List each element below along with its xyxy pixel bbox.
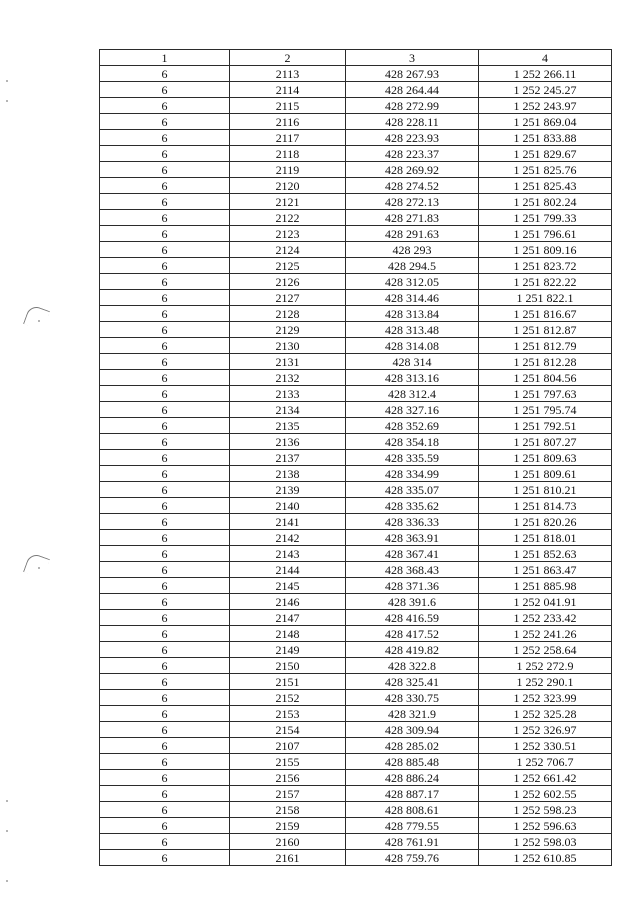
cell-coord-x: 428 285.02 [346,738,479,754]
cell-zone: 6 [100,98,230,114]
cell-point-number: 2141 [230,514,346,530]
cell-coord-x: 428 325.41 [346,674,479,690]
cell-point-number: 2151 [230,674,346,690]
cell-zone: 6 [100,546,230,562]
cell-coord-x: 428 417.52 [346,626,479,642]
cell-point-number: 2147 [230,610,346,626]
cell-coord-x: 428 291.63 [346,226,479,242]
table-row [100,418,612,434]
cell-zone: 6 [100,130,230,146]
cell-coord-x: 428 294.5 [346,258,479,274]
cell-point-number: 2152 [230,690,346,706]
cell-coord-y: 1 251 814.73 [479,498,612,514]
cell-zone: 6 [100,754,230,770]
cell-coord-y: 1 251 869.04 [479,114,612,130]
table-row [100,162,612,178]
cell-zone: 6 [100,354,230,370]
margin-dot [38,567,40,569]
cell-coord-y: 1 252 598.23 [479,802,612,818]
cell-zone: 6 [100,850,230,866]
table-row [100,482,612,498]
table-row [100,82,612,98]
cell-coord-y: 1 251 804.56 [479,370,612,386]
cell-coord-y: 1 251 812.28 [479,354,612,370]
cell-zone: 6 [100,514,230,530]
cell-coord-x: 428 293 [346,242,479,258]
cell-zone: 6 [100,274,230,290]
cell-coord-x: 428 352.69 [346,418,479,434]
cell-zone: 6 [100,194,230,210]
cell-point-number: 2136 [230,434,346,450]
margin-dot [6,80,8,82]
cell-zone: 6 [100,738,230,754]
cell-coord-x: 428 267.93 [346,66,479,82]
cell-zone: 6 [100,306,230,322]
cell-coord-x: 428 367.41 [346,546,479,562]
cell-zone: 6 [100,226,230,242]
cell-coord-x: 428 312.05 [346,274,479,290]
table-row [100,386,612,402]
cell-zone: 6 [100,290,230,306]
cell-coord-x: 428 314.08 [346,338,479,354]
table-row [100,738,612,754]
table-row [100,114,612,130]
cell-point-number: 2145 [230,578,346,594]
table-row [100,258,612,274]
cell-point-number: 2113 [230,66,346,82]
cell-zone: 6 [100,594,230,610]
table-row [100,434,612,450]
cell-coord-y: 1 251 809.61 [479,466,612,482]
cell-coord-x: 428 779.55 [346,818,479,834]
cell-coord-x: 428 272.13 [346,194,479,210]
cell-point-number: 2158 [230,802,346,818]
cell-coord-y: 1 252 266.11 [479,66,612,82]
cell-coord-x: 428 354.18 [346,434,479,450]
table-row [100,802,612,818]
cell-zone: 6 [100,210,230,226]
table-row [100,98,612,114]
cell-point-number: 2135 [230,418,346,434]
cell-coord-x: 428 312.4 [346,386,479,402]
cell-zone: 6 [100,658,230,674]
cell-point-number: 2150 [230,658,346,674]
table-row [100,626,612,642]
cell-coord-y: 1 252 245.27 [479,82,612,98]
cell-coord-x: 428 313.48 [346,322,479,338]
cell-zone: 6 [100,834,230,850]
cell-zone: 6 [100,450,230,466]
cell-coord-x: 428 886.24 [346,770,479,786]
cell-zone: 6 [100,706,230,722]
cell-coord-y: 1 252 326.97 [479,722,612,738]
cell-zone: 6 [100,530,230,546]
cell-point-number: 2121 [230,194,346,210]
table-row [100,354,612,370]
cell-point-number: 2161 [230,850,346,866]
cell-coord-y: 1 252 330.51 [479,738,612,754]
table-row [100,530,612,546]
cell-coord-x: 428 419.82 [346,642,479,658]
cell-coord-y: 1 251 823.72 [479,258,612,274]
table-row [100,178,612,194]
cell-coord-y: 1 251 818.01 [479,530,612,546]
cell-zone: 6 [100,786,230,802]
cell-coord-x: 428 272.99 [346,98,479,114]
cell-coord-x: 428 335.07 [346,482,479,498]
cell-zone: 6 [100,386,230,402]
cell-zone: 6 [100,562,230,578]
cell-coord-x: 428 271.83 [346,210,479,226]
cell-zone: 6 [100,66,230,82]
cell-point-number: 2120 [230,178,346,194]
header-cell-col4: 4 [479,50,612,66]
table-row [100,850,612,866]
punch-hole-mark [23,304,50,331]
cell-point-number: 2129 [230,322,346,338]
cell-zone: 6 [100,802,230,818]
table-row [100,370,612,386]
cell-point-number: 2126 [230,274,346,290]
table-row [100,322,612,338]
table-row [100,834,612,850]
cell-coord-y: 1 251 802.24 [479,194,612,210]
cell-coord-x: 428 314.46 [346,290,479,306]
cell-point-number: 2148 [230,626,346,642]
table-row [100,786,612,802]
cell-point-number: 2118 [230,146,346,162]
cell-coord-x: 428 335.62 [346,498,479,514]
cell-point-number: 2115 [230,98,346,114]
cell-zone: 6 [100,146,230,162]
cell-coord-x: 428 223.37 [346,146,479,162]
cell-zone: 6 [100,770,230,786]
table-row [100,594,612,610]
punch-hole-mark [23,552,50,579]
table-row [100,690,612,706]
table-row [100,610,612,626]
cell-coord-y: 1 251 809.63 [479,450,612,466]
header-cell-col2: 2 [230,50,346,66]
cell-point-number: 2132 [230,370,346,386]
cell-zone: 6 [100,610,230,626]
margin-dot [6,800,8,802]
cell-coord-y: 1 252 272.9 [479,658,612,674]
cell-coord-x: 428 264.44 [346,82,479,98]
header-cell-col3: 3 [346,50,479,66]
cell-coord-x: 428 335.59 [346,450,479,466]
cell-coord-x: 428 321.9 [346,706,479,722]
cell-coord-y: 1 252 041.91 [479,594,612,610]
cell-point-number: 2139 [230,482,346,498]
cell-coord-y: 1 251 792.51 [479,418,612,434]
cell-coord-x: 428 313.16 [346,370,479,386]
cell-coord-y: 1 251 809.16 [479,242,612,258]
cell-coord-y: 1 252 241.26 [479,626,612,642]
cell-zone: 6 [100,578,230,594]
cell-zone: 6 [100,818,230,834]
cell-coord-x: 428 309.94 [346,722,479,738]
table-row [100,306,612,322]
cell-coord-x: 428 330.75 [346,690,479,706]
table-row [100,642,612,658]
table-row [100,194,612,210]
cell-coord-y: 1 251 833.88 [479,130,612,146]
cell-point-number: 2155 [230,754,346,770]
cell-point-number: 2107 [230,738,346,754]
cell-zone: 6 [100,322,230,338]
cell-coord-x: 428 327.16 [346,402,479,418]
cell-coord-y: 1 251 796.61 [479,226,612,242]
cell-point-number: 2130 [230,338,346,354]
cell-coord-y: 1 251 885.98 [479,578,612,594]
cell-coord-x: 428 391.6 [346,594,479,610]
cell-coord-x: 428 808.61 [346,802,479,818]
cell-point-number: 2128 [230,306,346,322]
cell-coord-y: 1 251 807.27 [479,434,612,450]
table-row [100,338,612,354]
cell-coord-y: 1 252 661.42 [479,770,612,786]
cell-coord-x: 428 885.48 [346,754,479,770]
table-row [100,498,612,514]
cell-coord-y: 1 252 602.55 [479,786,612,802]
cell-point-number: 2125 [230,258,346,274]
cell-zone: 6 [100,178,230,194]
cell-zone: 6 [100,258,230,274]
table-row [100,210,612,226]
cell-point-number: 2138 [230,466,346,482]
cell-point-number: 2127 [230,290,346,306]
cell-coord-y: 1 251 863.47 [479,562,612,578]
table-row [100,578,612,594]
cell-coord-x: 428 223.93 [346,130,479,146]
cell-coord-y: 1 251 795.74 [479,402,612,418]
cell-point-number: 2143 [230,546,346,562]
cell-coord-x: 428 368.43 [346,562,479,578]
cell-coord-x: 428 322.8 [346,658,479,674]
cell-zone: 6 [100,626,230,642]
cell-coord-x: 428 416.59 [346,610,479,626]
cell-zone: 6 [100,498,230,514]
table-row [100,562,612,578]
cell-point-number: 2116 [230,114,346,130]
cell-point-number: 2159 [230,818,346,834]
cell-coord-y: 1 252 290.1 [479,674,612,690]
cell-point-number: 2149 [230,642,346,658]
cell-coord-x: 428 313.84 [346,306,479,322]
cell-point-number: 2114 [230,82,346,98]
cell-coord-x: 428 336.33 [346,514,479,530]
table-row [100,658,612,674]
cell-coord-x: 428 887.17 [346,786,479,802]
margin-dot [6,830,8,832]
cell-point-number: 2119 [230,162,346,178]
cell-coord-x: 428 334.99 [346,466,479,482]
cell-point-number: 2117 [230,130,346,146]
cell-coord-y: 1 252 596.63 [479,818,612,834]
header-cell-col1: 1 [100,50,230,66]
table-row [100,466,612,482]
table-header [100,50,612,66]
table-row [100,274,612,290]
cell-point-number: 2137 [230,450,346,466]
cell-coord-y: 1 251 816.67 [479,306,612,322]
cell-point-number: 2156 [230,770,346,786]
margin-dot [6,100,8,102]
cell-coord-y: 1 251 829.67 [479,146,612,162]
cell-coord-y: 1 251 822.22 [479,274,612,290]
cell-coord-y: 1 252 706.7 [479,754,612,770]
cell-zone: 6 [100,242,230,258]
cell-zone: 6 [100,418,230,434]
coordinates-table [99,49,612,866]
cell-coord-y: 1 252 258.64 [479,642,612,658]
cell-point-number: 2122 [230,210,346,226]
cell-coord-x: 428 371.36 [346,578,479,594]
table-row [100,66,612,82]
cell-coord-y: 1 251 825.43 [479,178,612,194]
cell-zone: 6 [100,690,230,706]
cell-zone: 6 [100,82,230,98]
cell-coord-y: 1 252 233.42 [479,610,612,626]
cell-coord-y: 1 252 598.03 [479,834,612,850]
cell-point-number: 2131 [230,354,346,370]
cell-coord-y: 1 251 812.79 [479,338,612,354]
table-row [100,402,612,418]
cell-zone: 6 [100,434,230,450]
cell-point-number: 2133 [230,386,346,402]
cell-zone: 6 [100,466,230,482]
cell-point-number: 2123 [230,226,346,242]
cell-coord-y: 1 251 825.76 [479,162,612,178]
table-row [100,242,612,258]
table-row [100,754,612,770]
cell-coord-y: 1 252 325.28 [479,706,612,722]
cell-coord-y: 1 251 812.87 [479,322,612,338]
table-row [100,450,612,466]
cell-point-number: 2134 [230,402,346,418]
cell-zone: 6 [100,642,230,658]
cell-coord-y: 1 252 323.99 [479,690,612,706]
cell-point-number: 2124 [230,242,346,258]
cell-point-number: 2154 [230,722,346,738]
cell-coord-x: 428 759.76 [346,850,479,866]
table-row [100,770,612,786]
cell-coord-x: 428 274.52 [346,178,479,194]
table-row [100,674,612,690]
cell-zone: 6 [100,674,230,690]
table-row [100,706,612,722]
margin-dot [6,880,8,882]
header-row [100,50,612,66]
cell-coord-y: 1 251 820.26 [479,514,612,530]
cell-coord-y: 1 251 852.63 [479,546,612,562]
cell-zone: 6 [100,402,230,418]
cell-zone: 6 [100,162,230,178]
cell-coord-x: 428 269.92 [346,162,479,178]
table-row [100,722,612,738]
cell-coord-y: 1 251 799.33 [479,210,612,226]
cell-point-number: 2157 [230,786,346,802]
table-row [100,226,612,242]
cell-coord-y: 1 252 243.97 [479,98,612,114]
table-row [100,546,612,562]
cell-coord-y: 1 251 822.1 [479,290,612,306]
cell-coord-x: 428 761.91 [346,834,479,850]
cell-coord-x: 428 228.11 [346,114,479,130]
table-row [100,146,612,162]
table-row [100,290,612,306]
cell-coord-x: 428 363.91 [346,530,479,546]
table-row [100,130,612,146]
cell-point-number: 2142 [230,530,346,546]
cell-point-number: 2144 [230,562,346,578]
cell-zone: 6 [100,482,230,498]
table-body [100,66,612,866]
cell-point-number: 2146 [230,594,346,610]
cell-zone: 6 [100,114,230,130]
cell-point-number: 2140 [230,498,346,514]
cell-zone: 6 [100,338,230,354]
cell-coord-x: 428 314 [346,354,479,370]
cell-zone: 6 [100,722,230,738]
table-row [100,818,612,834]
margin-dot [38,320,40,322]
table-row [100,514,612,530]
cell-coord-y: 1 251 810.21 [479,482,612,498]
cell-point-number: 2160 [230,834,346,850]
cell-point-number: 2153 [230,706,346,722]
cell-coord-y: 1 252 610.85 [479,850,612,866]
cell-zone: 6 [100,370,230,386]
cell-coord-y: 1 251 797.63 [479,386,612,402]
